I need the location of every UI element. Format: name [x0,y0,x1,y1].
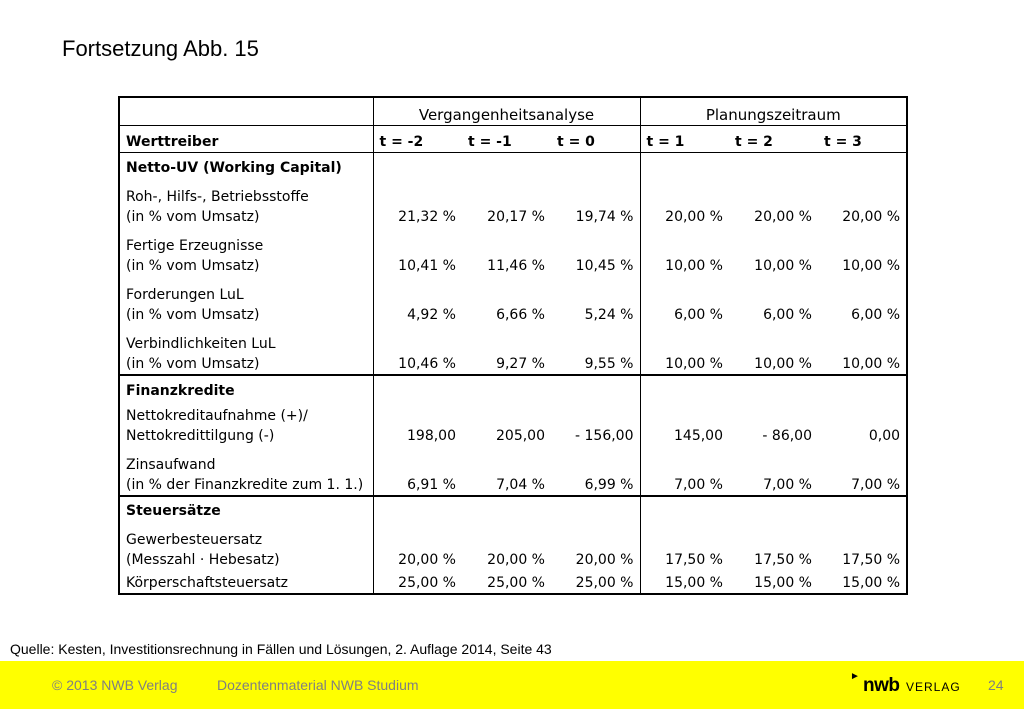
footer-course: Dozentenmaterial NWB Studium [217,677,419,693]
value-cell: 10,41 % [373,227,462,276]
section-row [119,153,907,178]
value-cell: 17,50 % [842,552,901,569]
row-label-line2: (in % vom Umsatz) [126,307,260,323]
row-label [119,325,373,375]
row-label-line1: Zinsaufwand [126,456,216,473]
row-label-line2: (Messzahl · Hebesatz) [126,552,280,569]
value-cell: 20,00 % [487,552,545,569]
value-cell: 17,50 % [640,521,729,570]
section-row [119,375,907,401]
row-label-line2: (in % vom Umsatz) [126,208,260,225]
value-cell: 10,00 % [842,356,901,373]
row-label-line1: Forderungen LuL [126,287,244,303]
footer-copyright: © 2013 NWB Verlag [52,677,178,693]
logo-nwb-text: nwb [863,675,900,696]
section-label: Finanzkredite [119,375,373,401]
value-cell: 10,00 % [842,257,901,274]
table-row [119,401,907,446]
value-cell: 10,00 % [754,257,812,274]
empty-cell [551,153,640,178]
value-cell: 11,46 % [487,257,545,274]
value-cell: 25,00 % [373,570,462,594]
value-cell: 7,00 % [851,476,901,493]
header-corner [119,97,373,125]
column-header-t-minus-1: t = -1 [462,125,551,153]
row-label-line1: Verbindlichkeiten LuL [126,336,276,353]
value-cell: 10,00 % [640,227,729,276]
row-label [119,521,373,570]
logo-verlag-text: VERLAG [906,680,961,694]
section-label: Steuersätze [119,496,373,522]
value-cell: 10,00 % [754,356,812,373]
value-cell: 6,00 % [763,307,812,323]
row-label-line1: Nettokreditaufnahme (+)/ [126,407,308,424]
table-row [119,570,907,594]
value-cell: 21,32 % [373,178,462,227]
row-label [119,570,373,594]
empty-cell [373,153,462,178]
value-cell: 0,00 [868,427,901,444]
logo-arrow-icon: ► [850,671,860,682]
row-label-line1: Körperschaftsteuersatz [126,575,289,591]
value-cell: 15,00 % [842,575,901,591]
value-cell: 9,55 % [584,356,634,373]
column-header-t-2: t = 2 [729,125,818,153]
value-cell: 15,00 % [640,570,729,594]
value-cell: 198,00 [373,401,462,446]
table-row [119,446,907,496]
empty-cell [729,153,818,178]
slide-title: Fortsetzung Abb. 15 [62,36,259,61]
value-cell: 10,00 % [640,325,729,375]
empty-cell [551,496,640,522]
column-header-werttreiber: Werttreiber [119,125,373,153]
empty-cell [818,496,907,522]
column-header-row [119,125,907,153]
value-cell: 10,45 % [575,257,634,274]
group-header-past: Vergangenheitsanalyse [373,97,640,125]
table-row [119,325,907,375]
table-body [119,153,907,594]
table-row [119,521,907,570]
value-cell: 7,04 % [496,476,545,493]
table-row [119,178,907,227]
row-label-line1: Gewerbesteuersatz [126,532,263,549]
empty-cell [640,496,729,522]
value-cell: 20,00 % [842,208,901,225]
empty-cell [729,496,818,522]
row-label-line2: (in % vom Umsatz) [126,356,260,373]
row-label [119,401,373,446]
row-label-line1: Fertige Erzeugnisse [126,237,264,254]
section-row [119,496,907,522]
value-cell: - 86,00 [762,427,812,444]
value-cell: 20,00 % [754,208,812,225]
value-cell: 7,00 % [640,446,729,496]
value-cell: 10,46 % [373,325,462,375]
page-number: 24 [988,677,1004,693]
value-cell: 145,00 [640,401,729,446]
row-label [119,178,373,227]
row-label-line2: Nettokredittilgung (-) [126,427,275,444]
footer-bar [0,661,1024,709]
row-label [119,446,373,496]
value-cell: 17,50 % [754,552,812,569]
column-header-t-3: t = 3 [818,125,907,153]
row-label [119,227,373,276]
empty-cell [462,496,551,522]
empty-cell [729,375,818,401]
value-cell: - 156,00 [575,427,634,444]
empty-cell [551,375,640,401]
value-cell: 20,00 % [640,178,729,227]
value-cell: 20,00 % [373,521,462,570]
column-header-t-0: t = 0 [551,125,640,153]
empty-cell [640,153,729,178]
value-cell: 20,00 % [575,552,634,569]
value-cell: 6,99 % [584,476,634,493]
empty-cell [373,496,462,522]
empty-cell [818,375,907,401]
value-cell: 4,92 % [373,276,462,325]
row-label-line2: (in % vom Umsatz) [126,257,260,274]
value-cell: 25,00 % [487,575,545,591]
group-header-plan: Planungszeitraum [640,97,907,125]
value-cell: 25,00 % [575,575,634,591]
value-cell: 6,00 % [640,276,729,325]
value-cell: 205,00 [496,427,545,444]
empty-cell [818,153,907,178]
value-cell: 7,00 % [763,476,812,493]
row-label [119,276,373,325]
column-header-t-minus-2: t = -2 [373,125,462,153]
source-citation: Quelle: Kesten, Investitionsrechnung in Fällen und Lösungen, 2. Auflage 2014, Seite 43 [10,641,552,657]
value-cell: 15,00 % [754,575,812,591]
value-cell: 20,17 % [487,208,545,225]
table-row [119,276,907,325]
value-cell: 6,66 % [496,307,545,323]
value-cell: 9,27 % [496,356,545,373]
empty-cell [462,153,551,178]
row-label-line1: Roh-, Hilfs-, Betriebsstoffe [126,188,309,205]
row-label-line2: (in % der Finanzkredite zum 1. 1.) [126,476,364,493]
value-cell: 19,74 % [575,208,634,225]
empty-cell [373,375,462,401]
value-cell: 5,24 % [584,307,634,323]
group-header-row [119,97,907,125]
column-header-t-1: t = 1 [640,125,729,153]
empty-cell [640,375,729,401]
value-cell: 6,00 % [851,307,901,323]
section-label: Netto-UV (Working Capital) [126,159,342,176]
value-cell: 6,91 % [373,446,462,496]
empty-cell [462,375,551,401]
value-driver-table [118,96,908,595]
table-row [119,227,907,276]
